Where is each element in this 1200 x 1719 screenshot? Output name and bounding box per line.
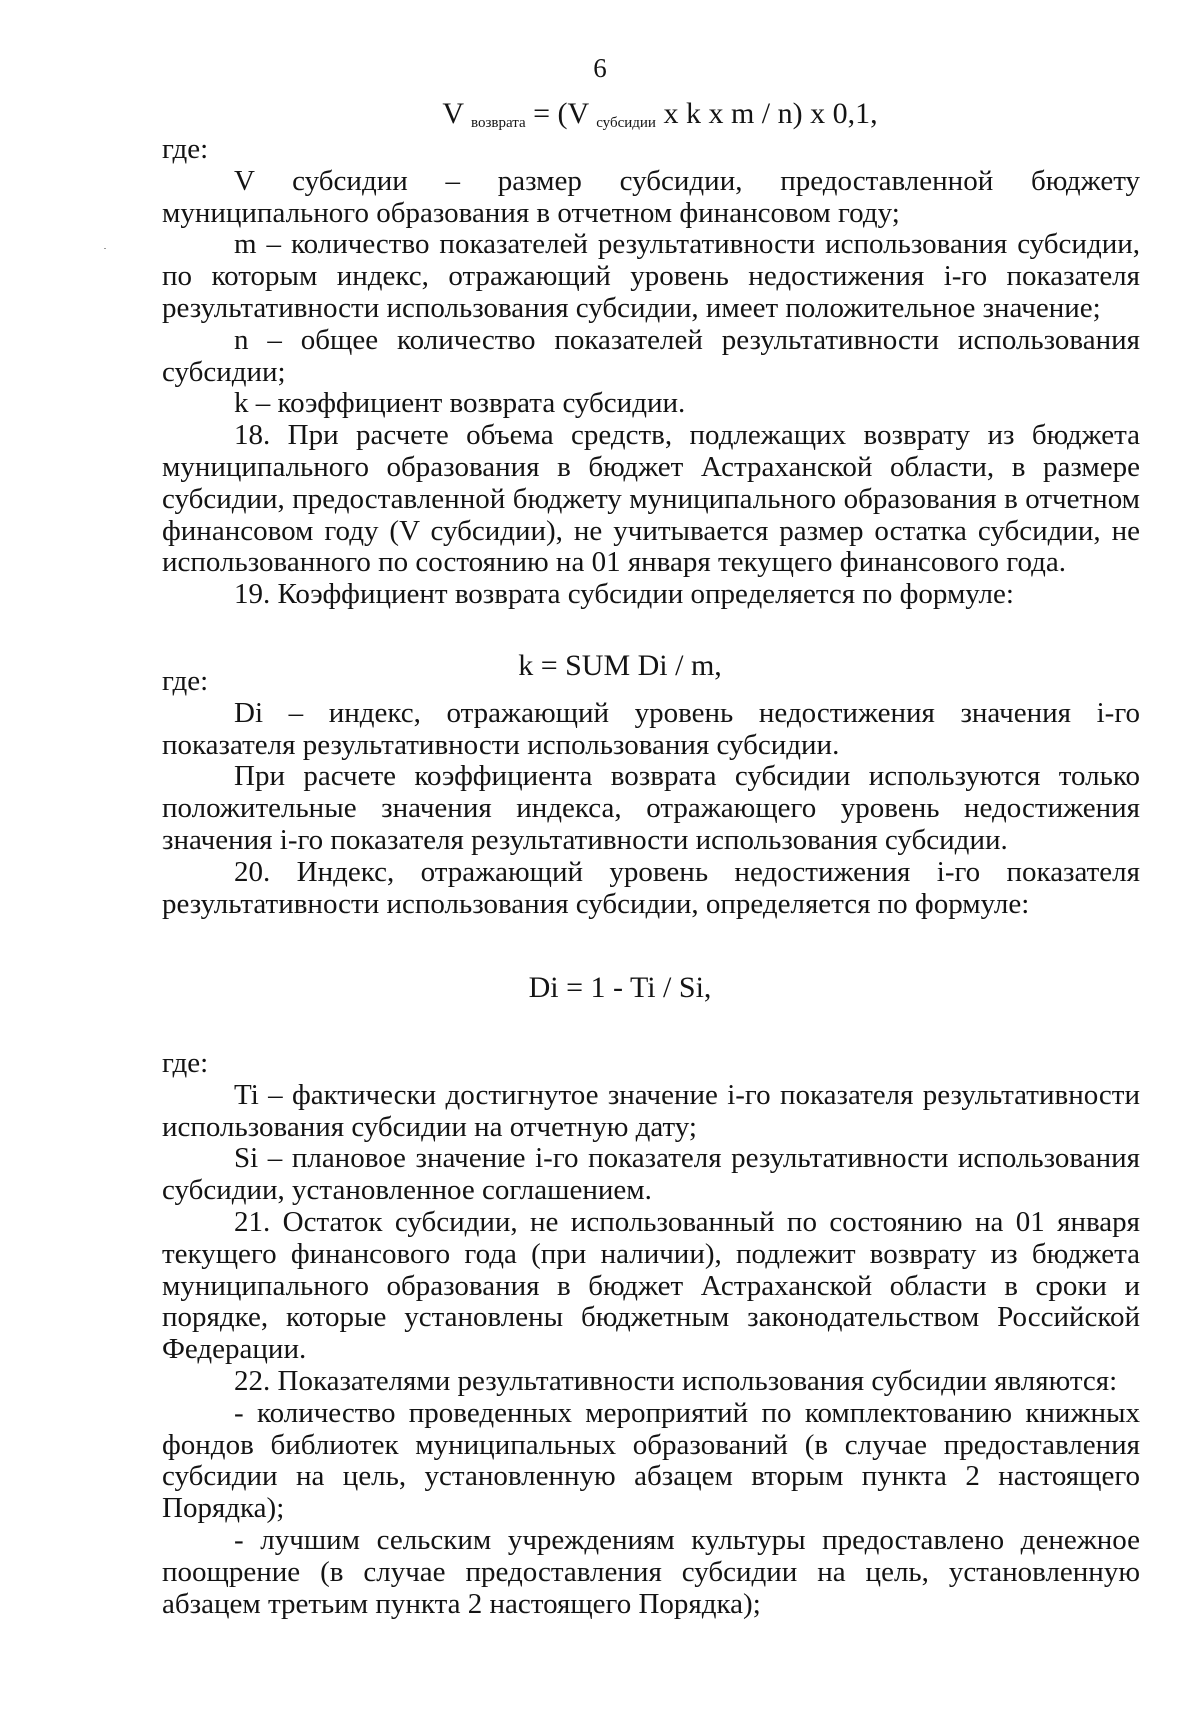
paragraph-where: где: (162, 1047, 209, 1079)
paragraph-where: где: (162, 133, 209, 165)
formula-tail: x k x m / n) x 0,1, (655, 97, 878, 130)
page-number: 6 (593, 53, 607, 83)
paragraph-k-definition: k – коэффициент возврата субсидии. (234, 387, 686, 420)
paragraph-item-20: 20. Индекс, отражающий уровень недостижения i-го показателя результативности использования субсидии, определяется по формуле: (162, 855, 1140, 920)
paragraph-item-19: 19. Коэффициент возврата субсидии определяется по формуле: (234, 578, 1014, 611)
paragraph-where: где: (162, 665, 209, 697)
text-block-3 (162, 1048, 1140, 1620)
formula-index: Di = 1 - Ti / Si, (528, 971, 712, 1004)
paragraph-n-definition: n – общее количество показателей результативности использования субсидии; (162, 323, 1140, 388)
list-item-book-funds: - количество проведенных мероприятий по комплектованию книжных фондов библиотек муниципальных образований (в случае предоставления субсидии на цель, установленную абзацем вторым пункта 2 настоящего Порядка); (162, 1396, 1140, 1525)
paragraph-di-definition: Di – индекс, отражающий уровень недостижения значения i-го показателя результативности использования субсидии. (162, 696, 1140, 761)
formula-v: V (442, 97, 464, 130)
paragraph-ti-definition: Ti – фактически достигнутое значение i-го показателя результативности использования субсидии на отчетную дату; (162, 1078, 1140, 1143)
paragraph-item-18: 18. При расчете объема средств, подлежащих возврату из бюджета муниципального образования в бюджет Астраханской области, в размере субсидии, предоставленной бюджету муниципального образования в отчетном финансовом году (V субсидии), не учитывается размер остатка субсидии, не использованного по состоянию на 01 января текущего финансового года. (162, 419, 1140, 579)
formula-return-coefficient: k = SUM Di / m, (518, 649, 722, 682)
formula-v-subscript: возврата (470, 115, 526, 131)
text-block-1 (162, 134, 1140, 611)
text-block-2 (162, 666, 1140, 920)
paragraph-item-22: 22. Показателями результативности использования субсидии являются: (234, 1364, 1118, 1397)
formula-subsidy-subscript: субсидии (596, 115, 656, 131)
list-item-rural-institutions: - лучшим сельским учреждениям культуры предоставлено денежное поощрение (в случае предоставления субсидии на цель, установленную абзацем третьим пункта 2 настоящего Порядка); (162, 1523, 1140, 1620)
paragraph-positive-values: При расчете коэффициента возврата субсидии используются только положительные значения индекса, отражающего уровень недостижения значения i-го показателя результативности использования субсидии. (162, 760, 1140, 856)
scan-speck (104, 248, 106, 249)
formula-mid: = (V (525, 97, 589, 130)
paragraph-si-definition: Si – плановое значение i-го показателя результативности использования субсидии, установленное соглашением. (162, 1142, 1140, 1207)
paragraph-item-21: 21. Остаток субсидии, не использованный по состоянию на 01 января текущего финансового года (при наличии), подлежит возврату из бюджета муниципального образования в бюджет Астраханской области в сроки и порядке, которые установлены бюджетным законодательством Российской Федерации. (162, 1205, 1140, 1366)
paragraph-m-definition: m – количество показателей результативности использования субсидии, по которым индекс, отражающий уровень недостижения i-го показателя результативности использования субсидии, имеет положительное значение; (162, 228, 1140, 324)
paragraph-v-subsidy-definition: V субсидии – размер субсидии, предоставленной бюджету муниципального образования в отчетном финансовом году; (162, 164, 1140, 229)
